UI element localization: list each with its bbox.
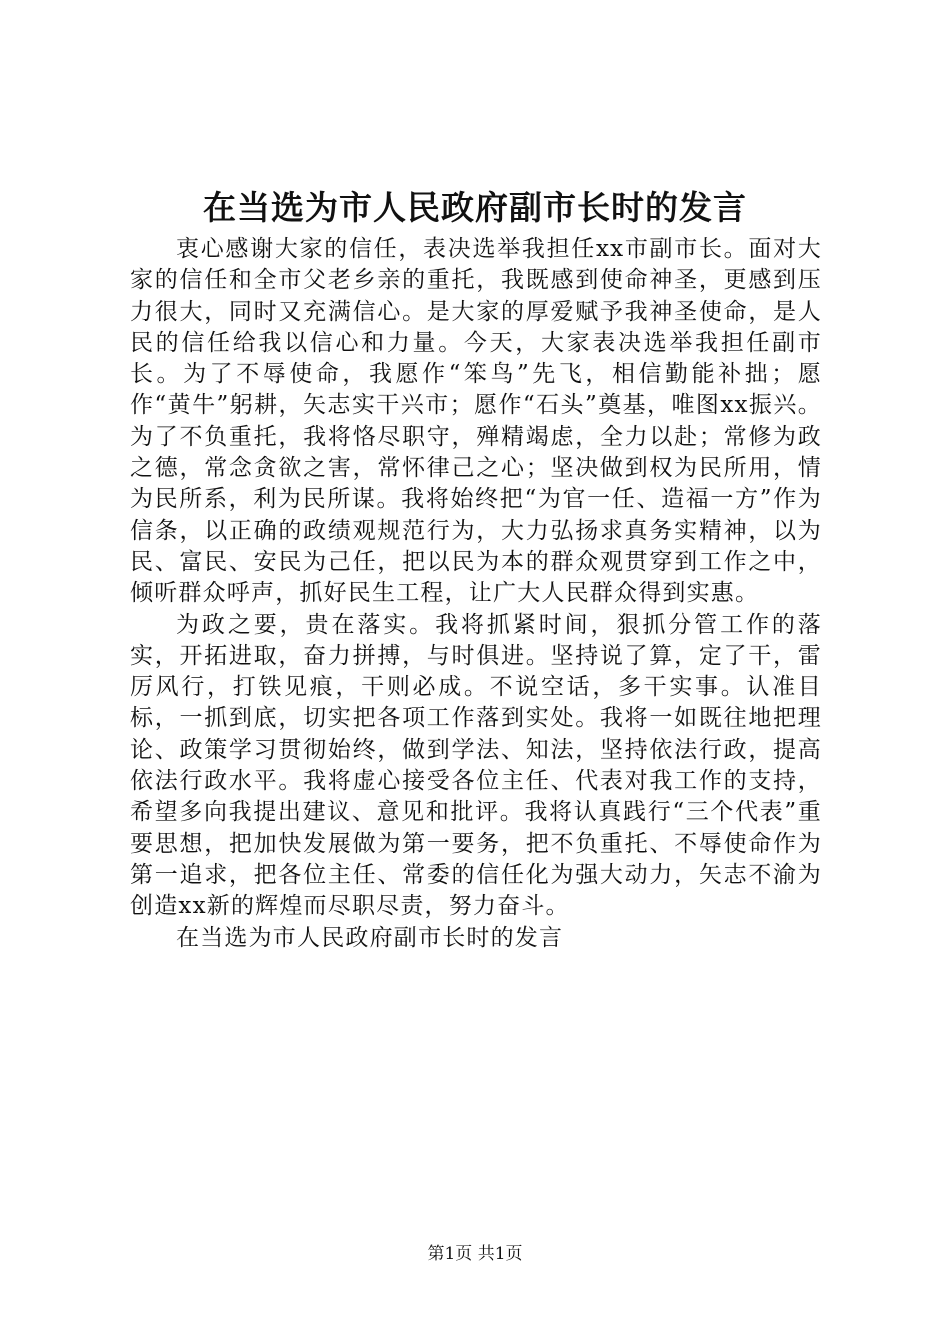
page-footer: 第1页 共1页: [427, 1244, 523, 1264]
paragraph: 衷心感谢大家的信任，表决选举我担任xx市副市长。面对大家的信任和全市父老乡亲的重托，我既感到使命神圣，更感到压力很大，同时又充满信心。是大家的厚爱赋予我神圣使命，是人民的信任给我以信心和力量。今天，大家表决选举我担任副市长。为了不辱使命，我愿作“笨鸟”先飞，相信勤能补拙；愿作“黄牛”躬耕，矢志实干兴市；愿作“石头”奠基，唯图xx振兴。为了不负重托，我将恪尽职守，殚精竭虑，全力以赴；常修为政之德，常念贪欲之害，常怀律己之心；坚决做到权为民所用，情为民所系，利为民所谋。我将始终把“为官一任、造福一方”作为信条，以正确的政绩观规范行为，大力弘扬求真务实精神，以为民、富民、安民为己任，把以民为本的群众观贯穿到工作之中，倾听群众呼声，抓好民生工程，让广大人民群众得到实惠。: [130, 236, 822, 607]
paragraph: 在当选为市人民政府副市长时的发言: [176, 924, 564, 951]
paragraph: 为政之要，贵在落实。我将抓紧时间，狠抓分管工作的落实，开拓进取，奋力拼搏，与时俱进。坚持说了算，定了干，雷厉风行，打铁见痕，干则必成。不说空话，多干实事。认准目标，一抓到底，切实把各项工作落到实处。我将一如既往地把理论、政策学习贯彻始终，做到学法、知法，坚持依法行政，提高依法行政水平。我将虚心接受各位主任、代表对我工作的支持，希望多向我提出建议、意见和批评。我将认真践行“三个代表”重要思想，把加快发展做为第一要务，把不负重托、不辱使命作为第一追求，把各位主任、常委的信任化为强大动力，矢志不渝为创造xx新的辉煌而尽职尽责，努力奋斗。: [130, 611, 822, 920]
document-title: 在当选为市人民政府副市长时的发言: [203, 188, 747, 227]
document-body: [130, 234, 822, 954]
